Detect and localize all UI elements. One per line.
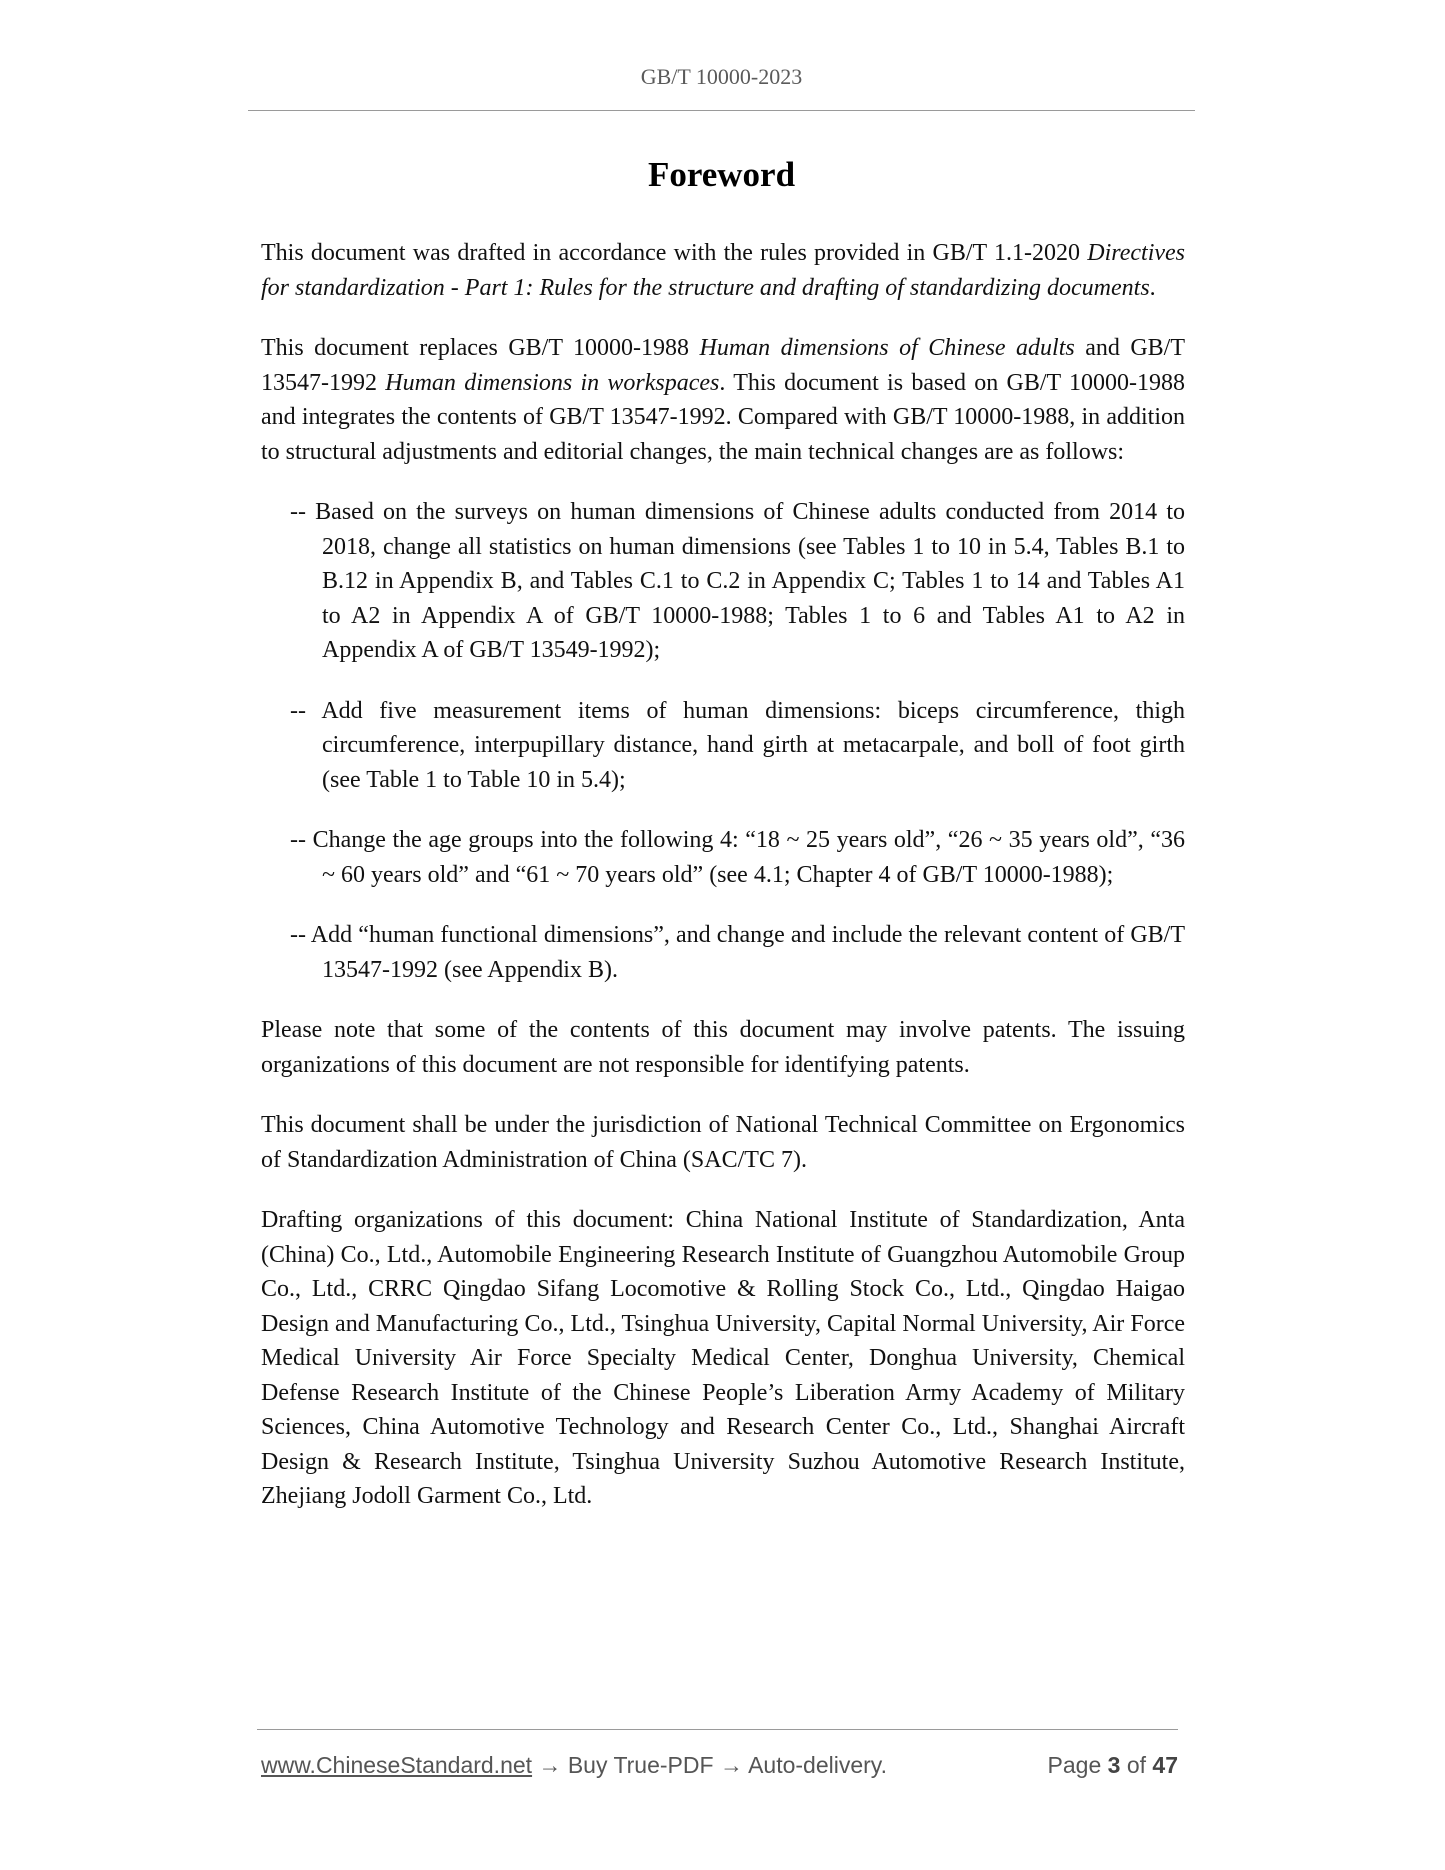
list-item-change: -- Change the age groups into the following 4: “18 ~ 25 years old”, “26 ~ 35 years old”, “36 ~ 60 years old” and “61 ~ 70 years old” (see 4.1; Chapter 4 of GB/T 10000-1988); — [290, 827, 1185, 888]
footer-step-delivery: Auto-delivery. — [748, 1752, 887, 1778]
paragraph-replacement — [261, 331, 1185, 469]
footer-rule — [257, 1729, 1178, 1730]
text: This document was drafted in accordance with the rules provided in GB/T 1.1-2020 — [261, 240, 1088, 266]
of-label: of — [1126, 1752, 1147, 1778]
document-body — [261, 236, 1185, 1540]
page-label: Page — [1047, 1752, 1102, 1778]
footer-promo — [261, 1750, 887, 1780]
referenced-standard-title: Human dimensions of Chinese adults — [699, 335, 1075, 361]
page-current: 3 — [1107, 1752, 1121, 1778]
arrow-right-icon: → — [538, 1752, 562, 1778]
paragraph-drafting-organizations: Drafting organizations of this document: China National Institute of Standardization, Anta (China) Co., Ltd., Automobile Engineering Research Institute of Guangzhou Automobile Group Co., Ltd., CRRC Qingdao Sifang Locomotive & Rolling Stock Co., Ltd., Qingdao Haigao Design and Manufacturing Co., Ltd., Tsinghua University, Capital Normal University, Air Force Medical University Air Force Specialty Medical Center, Donghua University, Chemical Defense Research Institute of the Chinese People’s Liberation Army Academy of Military Sciences, China Automotive Technology and Research Center Co., Ltd., Shanghai Aircraft Design & Research Institute, Tsinghua University Suzhou Automotive Research Institute, Zhejiang Jodoll Garment Co., Ltd. — [261, 1207, 1185, 1509]
page-total: 47 — [1152, 1752, 1178, 1778]
page-title: Foreword — [647, 155, 796, 194]
text: . — [1149, 274, 1156, 301]
list-item-change: -- Add “human functional dimensions”, and change and include the relevant content of GB/T 13547-1992 (see Appendix B). — [290, 922, 1185, 983]
paragraph-drafting-rules — [261, 236, 1185, 305]
footer-step-buy: Buy True-PDF — [567, 1752, 714, 1778]
text: . This document is based on GB/T 10000-1988 and integrates the contents of GB/T 13547-1992. Compared with GB/T 10000-1988, in addition to structural adjustments and editorial changes, the main technical changes are as follows: — [261, 369, 1185, 465]
paragraph-patents-notice: Please note that some of the contents of this document may involve patents. The issuing organizations of this document are not responsible for identifying patents. — [261, 1017, 1185, 1078]
paragraph-jurisdiction: This document shall be under the jurisdiction of National Technical Committee on Ergonomics of Standardization Administration of China (SAC/TC 7). — [261, 1112, 1185, 1173]
text: This document replaces GB/T 10000-1988 — [261, 335, 700, 361]
referenced-standard-title: Directives for standardization - Part 1: Rules for the structure and drafting of standardizing documents — [261, 240, 1185, 301]
page-header: GB/T 10000-2023 — [640, 64, 803, 89]
arrow-right-icon: → — [719, 1752, 743, 1778]
referenced-standard-title: Human dimensions in workspaces — [385, 369, 720, 396]
header-rule — [248, 110, 1195, 111]
list-item-change: -- Based on the surveys on human dimensions of Chinese adults conducted from 2014 to 2018, change all statistics on human dimensions (see Tables 1 to 10 in 5.4, Tables B.1 to B.12 in Appendix B, and Tables C.1 to C.2 in Appendix C; Tables 1 to 14 and Tables A1 to A2 in Appendix A of GB/T 10000-1988; Tables 1 to 6 and Tables A1 to A2 in Appendix A of GB/T 13549-1992); — [290, 499, 1185, 663]
text: and GB/T 13547-1992 — [261, 335, 1185, 396]
page-number — [1048, 1750, 1178, 1780]
list-item-change: -- Add five measurement items of human dimensions: biceps circumference, thigh circumference, interpupillary distance, hand girth at metacarpale, and boll of foot girth (see Table 1 to Table 10 in 5.4); — [290, 697, 1185, 793]
website-link[interactable]: www.ChineseStandard.net — [261, 1752, 533, 1778]
